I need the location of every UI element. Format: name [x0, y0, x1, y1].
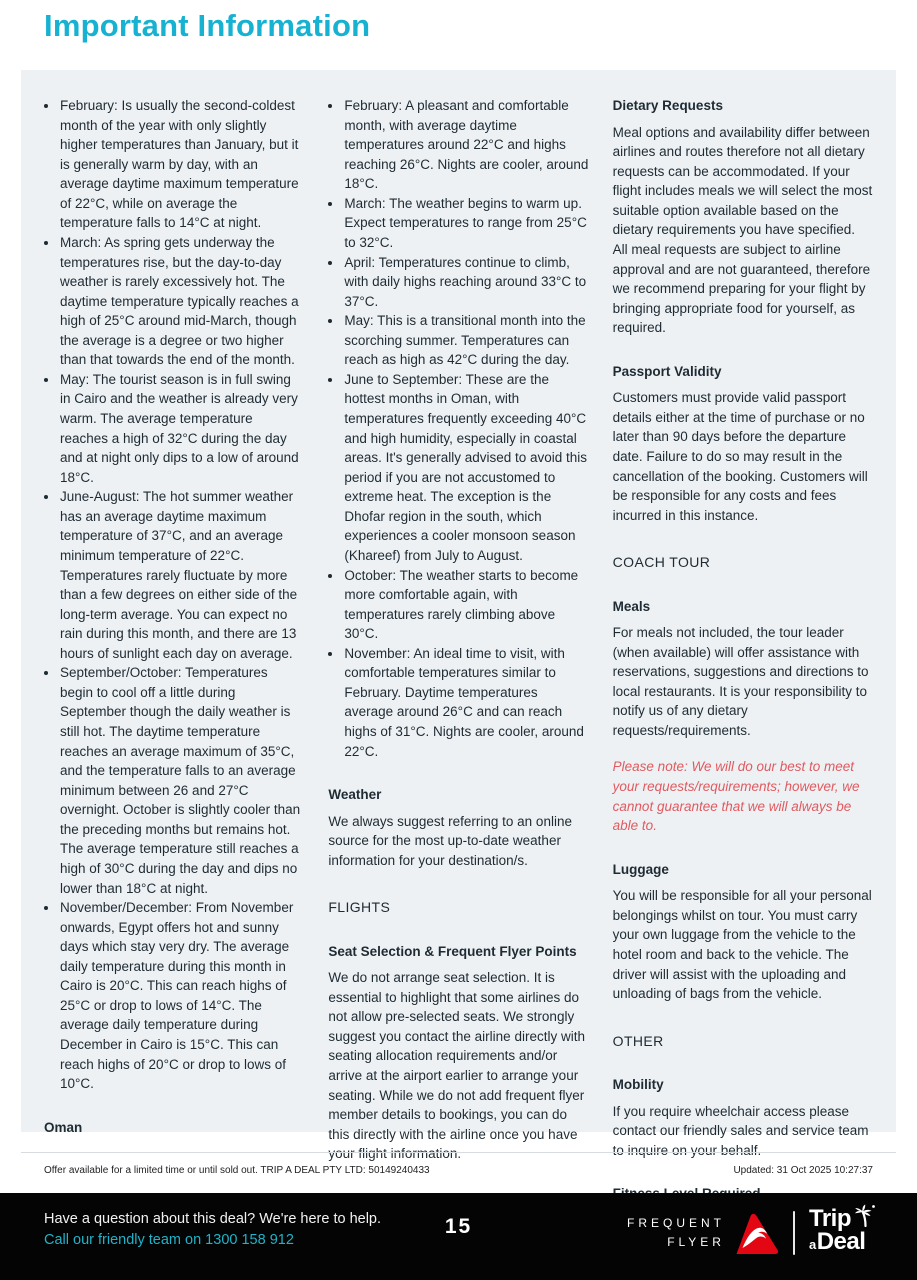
bullet-item: • September/October: Temperatures begin to cool off a little during September though the daily weather is still hot. The daytime temperature reaches an average maximum of 35°C, and the temperature falls to an average minimum between 26 and 27°C overnight. October is slightly cooler than the preceding months but remains hot. The average temperature still reaches a high of 30°C during the day and dips no lower than 18°C at night.	[59, 663, 304, 898]
legal-bar	[21, 1152, 896, 1176]
bullet-item: • March: As spring gets underway the temperatures rise, but the day-to-day weather is rarely excessively hot. The daytime temperature typically reaches a high of 25°C around mid-March, though the average is a degree or two higher than that towards the end of the month.	[59, 233, 304, 370]
bullet-list	[328, 96, 588, 761]
paragraph: Customers must provide valid passport details either at the time of purchase or no later than 90 days before the departure date. Failure to do so may result in the cancellation of the booking. Customers will be responsible for any costs and fees incurred in this instance.	[612, 390, 868, 523]
phone-link[interactable]: Call our friendly team on 1300 158 912	[44, 1232, 294, 1248]
section-label: OTHER	[612, 1032, 664, 1049]
bullet-list	[44, 96, 304, 1094]
bullet-item: • February: A pleasant and comfortable month, with average daytime temperatures around 22°C and highs reaching 26°C. Nights are cooler, around 18°C.	[343, 96, 588, 194]
paragraph: You will be responsible for all your personal belongings whilst on tour. You must carry your own luggage from the vehicle to the hotel room and back to the vehicle. The driver will assist with the uploading and unloading of bags from the vehicle.	[612, 888, 872, 1002]
section-label: FLIGHTS	[328, 899, 391, 916]
bullet-item: • October: The weather starts to become more comfortable again, with temperatures rarely climbing above 30°C.	[343, 566, 588, 644]
palm-tree-icon	[851, 1209, 877, 1230]
bullet-item: • November/December: From November onwards, Egypt offers hot and sunny days which stay very dry. The average daily temperature during this month in Cairo is 20°C. This can reach highs of 25°C or drop to lows of 14°C. The average daily temperature during December in Cairo is 15°C. This can reach highs of 20°C or drop to lows of 10°C.	[59, 898, 304, 1094]
help-question-text: Have a question about this deal? We're here to help.	[44, 1211, 382, 1227]
paragraph: For meals not included, the tour leader (when available) will offer assistance with reservations, suggestions and directions to local restaurants. It is your responsibility to notify us of any dietary requests/requirements.	[612, 625, 869, 738]
section-heading: Dietary Requests	[612, 98, 723, 113]
bullet-item: • May: The tourist season is in full swing in Cairo and the weather is already very warm. The average temperature reaches a high of 32°C during the day and at night only dips to a low of around 18°C.	[59, 370, 304, 487]
updated-timestamp: Updated: 31 Oct 2025 10:27:37	[733, 1165, 873, 1176]
tripadeal-logo	[808, 1205, 877, 1257]
section-heading: Weather	[328, 787, 382, 803]
section-heading: Mobility	[612, 1076, 664, 1092]
paragraph: We always suggest referring to an online source for the most up-to-date weather information for your destination/s.	[328, 813, 572, 868]
bullet-item: • March: The weather begins to warm up. Expect temperatures to range from 25°C to 32°C.	[343, 194, 588, 253]
page-title: Important Information	[44, 8, 371, 43]
footer-logos	[626, 1205, 877, 1257]
section-heading: Oman	[44, 1119, 83, 1135]
section-heading: Seat Selection & Frequent Flyer Points	[328, 943, 577, 959]
note-text: Please note: We will do our best to meet your requests/requirements; however, we cannot guarantee that we will always be able to.	[612, 759, 860, 834]
info-column-1	[44, 96, 304, 1135]
paragraph: If you require wheelchair access please contact our friendly sales and service team to inquire on your behalf.	[612, 1103, 869, 1158]
qantas-kangaroo-icon	[733, 1212, 779, 1254]
frequent-flyer-line2: FLYER	[667, 1235, 725, 1249]
paragraph: We do not arrange seat selection. It is essential to highlight that some airlines do not allow pre-selected seats. We strongly suggest you contact the airline directly with seating allocation requirements and/or arrive at the airport earlier to arrange your seating. While we do not add frequent flyer member details to bookings, you can do this directly with the airline once you have your flight information.	[328, 970, 585, 1162]
bullet-item: • June to September: These are the hottest months in Oman, with temperatures frequently exceeding 40°C and high humidity, especially in coastal areas. It's generally advised to avoid this period if you are not accustomed to extreme heat. The exception is the Dhofar region in the south, which experiences a cooler monsoon season (Khareef) from July to August.	[343, 370, 588, 566]
paragraph: Meal options and availability differ between airlines and routes therefore not all dietary requests can be accommodated. If your flight includes meals we will select the most suitable option available based on the dietary requirements you have specified. All meal requests are subject to airline approval and are not guaranteed, therefore we recommend preparing for your flight by bringing appropriate food for yourself, as required.	[612, 124, 873, 336]
bullet-item: • February: Is usually the second-coldest month of the year with only slightly higher temperatures than January, but it is generally warm by day, with an average daytime maximum temperature of 22°C, while on average the temperature falls to 14°C at night.	[59, 96, 304, 233]
frequent-flyer-logo	[627, 1214, 725, 1252]
section-heading: Luggage	[612, 861, 669, 877]
tripadeal-deal-text: Deal	[816, 1228, 866, 1255]
info-column-3	[612, 96, 873, 1158]
logo-divider	[793, 1211, 795, 1255]
footer-bar	[0, 1193, 917, 1280]
section-heading: Meals	[612, 598, 651, 614]
info-panel	[21, 70, 896, 1162]
info-column-2	[328, 96, 589, 1162]
frequent-flyer-line1: FREQUENT	[626, 1215, 725, 1230]
bullet-item: • April: Temperatures continue to climb, with daily highs reaching around 33°C to 37°C.	[343, 253, 588, 312]
bullet-item: • June-August: The hot summer weather has an average daytime maximum temperature of 37°C, and an average minimum temperature of 22°C. Temperatures rarely fluctuate by more than a few degrees on either side of the long-term average. You can expect no rain during this month, and there are 13 hours of sunlight each day on average.	[59, 487, 304, 663]
bullet-item: • May: This is a transitional month into the scorching summer. Temperatures can reach as high as 42°C during the day.	[343, 311, 588, 370]
section-heading: Passport Validity	[612, 363, 722, 379]
page-number: 15	[444, 1215, 473, 1238]
section-label: COACH TOUR	[612, 554, 711, 571]
offer-legal-text: Offer available for a limited time or until sold out. TRIP A DEAL PTY LTD: 50149240433	[44, 1165, 430, 1176]
bullet-item: • November: An ideal time to visit, with comfortable temperatures similar to February. Daytime temperatures average around 26°C and can reach highs of 31°C. Nights are cooler, around 22°C.	[343, 644, 588, 761]
tripadeal-trip-text: Trip	[808, 1205, 851, 1232]
tripadeal-a-text: a	[808, 1237, 816, 1252]
